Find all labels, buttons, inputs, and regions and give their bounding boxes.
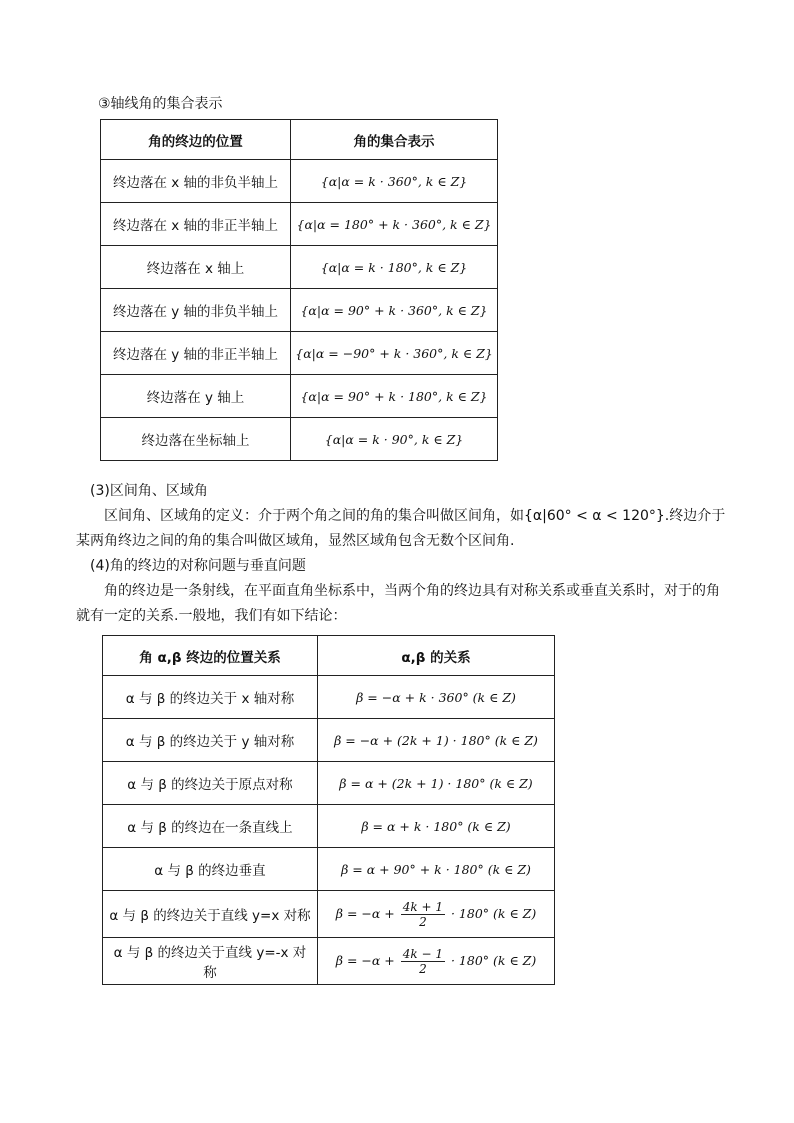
fraction-numerator: 4k − 1: [402, 946, 443, 961]
cell-position: 终边落在 y 轴上: [101, 375, 291, 418]
table-row: [103, 676, 555, 719]
table-row: [103, 891, 555, 938]
table-row: [101, 160, 498, 203]
table-row: [101, 203, 498, 246]
header-position: 角的终边的位置: [101, 120, 291, 160]
cell-set: {α|α = k · 360°, k ∈ Z}: [291, 160, 498, 203]
header-position: 角 α,β 终边的位置关系: [103, 636, 318, 676]
cell-position: 终边落在 x 轴的非负半轴上: [101, 160, 291, 203]
header-set: 角的集合表示: [291, 120, 498, 160]
table-row: [103, 719, 555, 762]
cell-position: α 与 β 的终边在一条直线上: [103, 805, 318, 848]
cell-set: {α|α = 90° + k · 180°, k ∈ Z}: [291, 375, 498, 418]
relation-post: · 180° (k ∈ Z): [450, 905, 537, 921]
interval-section: [76, 479, 730, 629]
fraction: [401, 947, 445, 976]
cell-set: {α|α = k · 180°, k ∈ Z}: [291, 246, 498, 289]
symmetry-heading: (4)角的终边的对称问题与垂直问题: [90, 558, 306, 574]
cell-set: {α|α = k · 90°, k ∈ Z}: [291, 418, 498, 461]
cell-position: 终边落在 y 轴的非正半轴上: [101, 332, 291, 375]
fraction: [401, 900, 445, 929]
fraction-denominator: 2: [419, 961, 427, 976]
cell-position: α 与 β 的终边关于 x 轴对称: [103, 676, 318, 719]
cell-set: {α|α = 180° + k · 360°, k ∈ Z}: [291, 203, 498, 246]
axis-angle-table: [100, 119, 498, 461]
table-row: [101, 246, 498, 289]
cell-set: {α|α = −90° + k · 360°, k ∈ Z}: [291, 332, 498, 375]
interval-text: 区间角、区域角的定义：介于两个角之间的角的集合叫做区间角，如{α|60° < α < 120°}.终边介于某两角终边之间的角的集合叫做区域角，显然区域角包含无数个区间角.: [76, 508, 726, 549]
table-row: [103, 805, 555, 848]
table-row: [103, 938, 555, 985]
interval-heading: (3)区间角、区域角: [90, 483, 208, 499]
document-content: [76, 93, 726, 985]
cell-relation: β = α + (2k + 1) · 180° (k ∈ Z): [318, 762, 555, 805]
cell-position: α 与 β 的终边关于原点对称: [103, 762, 318, 805]
cell-relation: [318, 891, 555, 938]
cell-relation: β = α + 90° + k · 180° (k ∈ Z): [318, 848, 555, 891]
table-row: [101, 289, 498, 332]
table-row: [101, 418, 498, 461]
table-header-row: [101, 120, 498, 160]
cell-set: {α|α = 90° + k · 360°, k ∈ Z}: [291, 289, 498, 332]
cell-relation: β = α + k · 180° (k ∈ Z): [318, 805, 555, 848]
table-row: [103, 848, 555, 891]
cell-position: α 与 β 的终边关于直线 y=-x 对称: [103, 938, 318, 985]
relation-pre: β = −α +: [335, 952, 395, 968]
cell-position: 终边落在 x 轴的非正半轴上: [101, 203, 291, 246]
section3-caption: ③轴线角的集合表示: [98, 96, 223, 112]
table-row: [101, 332, 498, 375]
table-header-row: [103, 636, 555, 676]
cell-position: α 与 β 的终边关于 y 轴对称: [103, 719, 318, 762]
cell-relation: β = −α + k · 360° (k ∈ Z): [318, 676, 555, 719]
fraction-denominator: 2: [419, 914, 427, 929]
cell-position: 终边落在坐标轴上: [101, 418, 291, 461]
cell-relation: [318, 938, 555, 985]
header-relation: α,β 的关系: [318, 636, 555, 676]
fraction-numerator: 4k + 1: [402, 899, 443, 914]
symmetry-table: [102, 635, 555, 985]
relation-pre: β = −α +: [335, 905, 395, 921]
cell-position: 终边落在 y 轴的非负半轴上: [101, 289, 291, 332]
table-row: [101, 375, 498, 418]
symmetry-text: 角的终边是一条射线，在平面直角坐标系中，当两个角的终边具有对称关系或垂直关系时，对于的角就有一定的关系.一般地，我们有如下结论：: [76, 583, 720, 624]
cell-relation: β = −α + (2k + 1) · 180° (k ∈ Z): [318, 719, 555, 762]
cell-position: α 与 β 的终边关于直线 y=x 对称: [103, 891, 318, 938]
cell-position: 终边落在 x 轴上: [101, 246, 291, 289]
table-row: [103, 762, 555, 805]
cell-position: α 与 β 的终边垂直: [103, 848, 318, 891]
relation-post: · 180° (k ∈ Z): [450, 952, 537, 968]
